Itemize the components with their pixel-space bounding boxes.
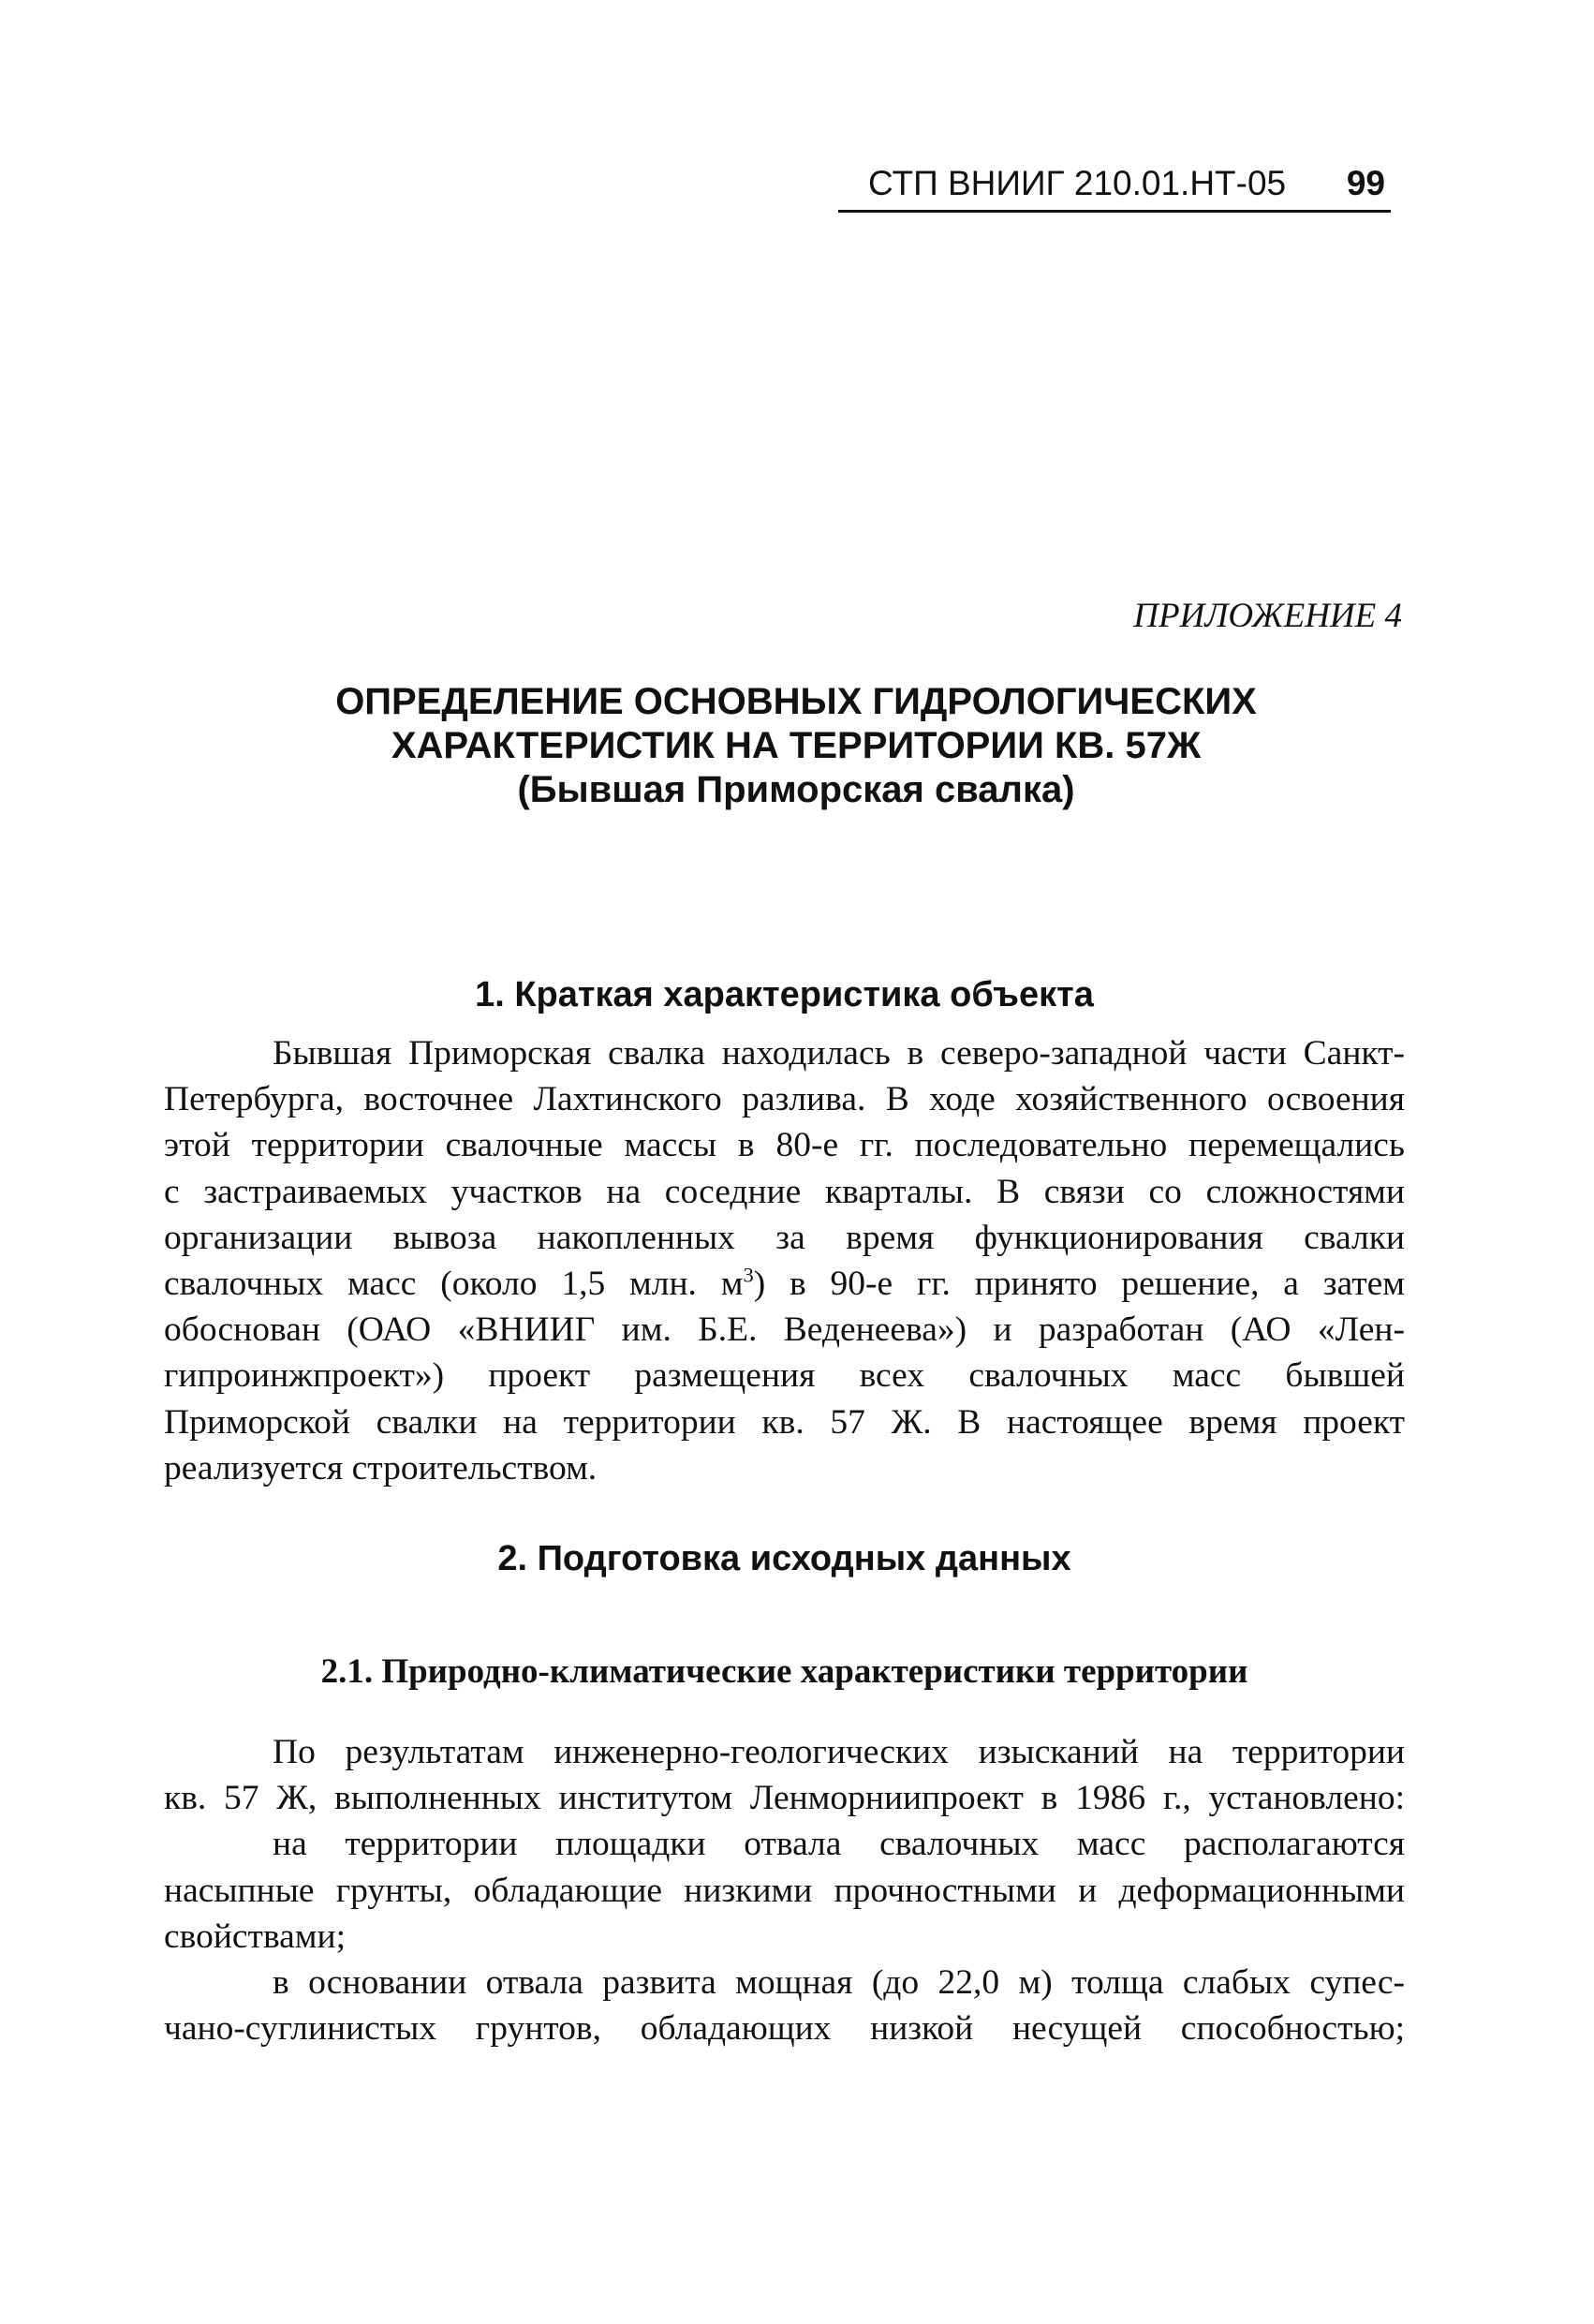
paragraph-line: организации вывоза накопленных за время функционирования свалки — [164, 1218, 1405, 1257]
title-line-2: ХАРАКТЕРИСТИК НА ТЕРРИТОРИИ КВ. 57Ж — [391, 725, 1202, 766]
document-code: СТП ВНИИГ 210.01.НТ-05 — [868, 164, 1287, 202]
page-header — [838, 157, 1391, 213]
paragraph-line: насыпные грунты, обладающие низкими прочностными и деформационными — [164, 1871, 1405, 1910]
appendix-label: ПРИЛОЖЕНИЕ 4 — [1133, 597, 1402, 635]
cubic-superscript: 3 — [743, 1263, 754, 1287]
section-2-1-heading: 2.1. Природно-климатические характеристики территории — [320, 1652, 1248, 1691]
paragraph-line: реализуется строительством. — [164, 1448, 598, 1488]
title-line-1: ОПРЕДЕЛЕНИЕ ОСНОВНЫХ ГИДРОЛОГИЧЕСКИХ — [335, 681, 1257, 722]
paragraph-line: кв. 57 Ж, выполненных институтом Ленморниипроект в 1986 г., установлено: — [164, 1779, 1405, 1818]
paragraph-line: Бывшая Приморская свалка находилась в северо-западной части Санкт- — [273, 1034, 1405, 1073]
paragraph-line — [164, 1261, 1405, 1307]
volume-text-continued: ) в 90-е гг. принято решение, а затем — [753, 1264, 1405, 1303]
section-1-paragraph — [164, 1030, 1405, 1491]
paragraph-line: с застраиваемых участков на соседние кварталы. В связи со сложностями — [164, 1172, 1405, 1211]
document-title — [234, 680, 1358, 812]
volume-text: свалочных масс (около 1,5 млн. м — [164, 1264, 744, 1303]
paragraph-line: Приморской свалки на территории кв. 57 Ж. В настоящее время проект — [164, 1402, 1405, 1442]
paragraph-line: чано-суглинистых грунтов, обладающих низкой несущей способностью; — [164, 2009, 1405, 2049]
paragraph-line: свойствами; — [164, 1917, 347, 1956]
paragraph-line: По результатам инженерно-геологических изысканий на территории — [273, 1733, 1405, 1771]
section-2-1-paragraph — [164, 1729, 1405, 2051]
paragraph-line: на территории площадки отвала свалочных масс располагаются — [273, 1825, 1405, 1864]
section-2-heading: 2. Подготовка исходных данных — [497, 1539, 1071, 1578]
paragraph-line: этой территории свалочные массы в 80-е гг. последовательно перемещались — [164, 1126, 1405, 1165]
page-number: 99 — [1346, 164, 1385, 202]
section-1-heading: 1. Краткая характеристика объекта — [475, 975, 1094, 1014]
paragraph-line: гипроинжпроект») проект размещения всех свалочных масс бывшей — [164, 1356, 1405, 1396]
paragraph-line: обоснован (ОАО «ВНИИГ им. Б.Е. Веденеева») и разработан (АО «Лен- — [164, 1310, 1405, 1350]
paragraph-line: в основании отвала развита мощная (до 22,0 м) толща слабых супес- — [273, 1962, 1405, 2002]
title-line-3: (Бывшая Приморская свалка) — [517, 769, 1075, 810]
paragraph-line: Петербурга, восточнее Лахтинского разлива. В ходе хозяйственного освоения — [164, 1080, 1405, 1119]
